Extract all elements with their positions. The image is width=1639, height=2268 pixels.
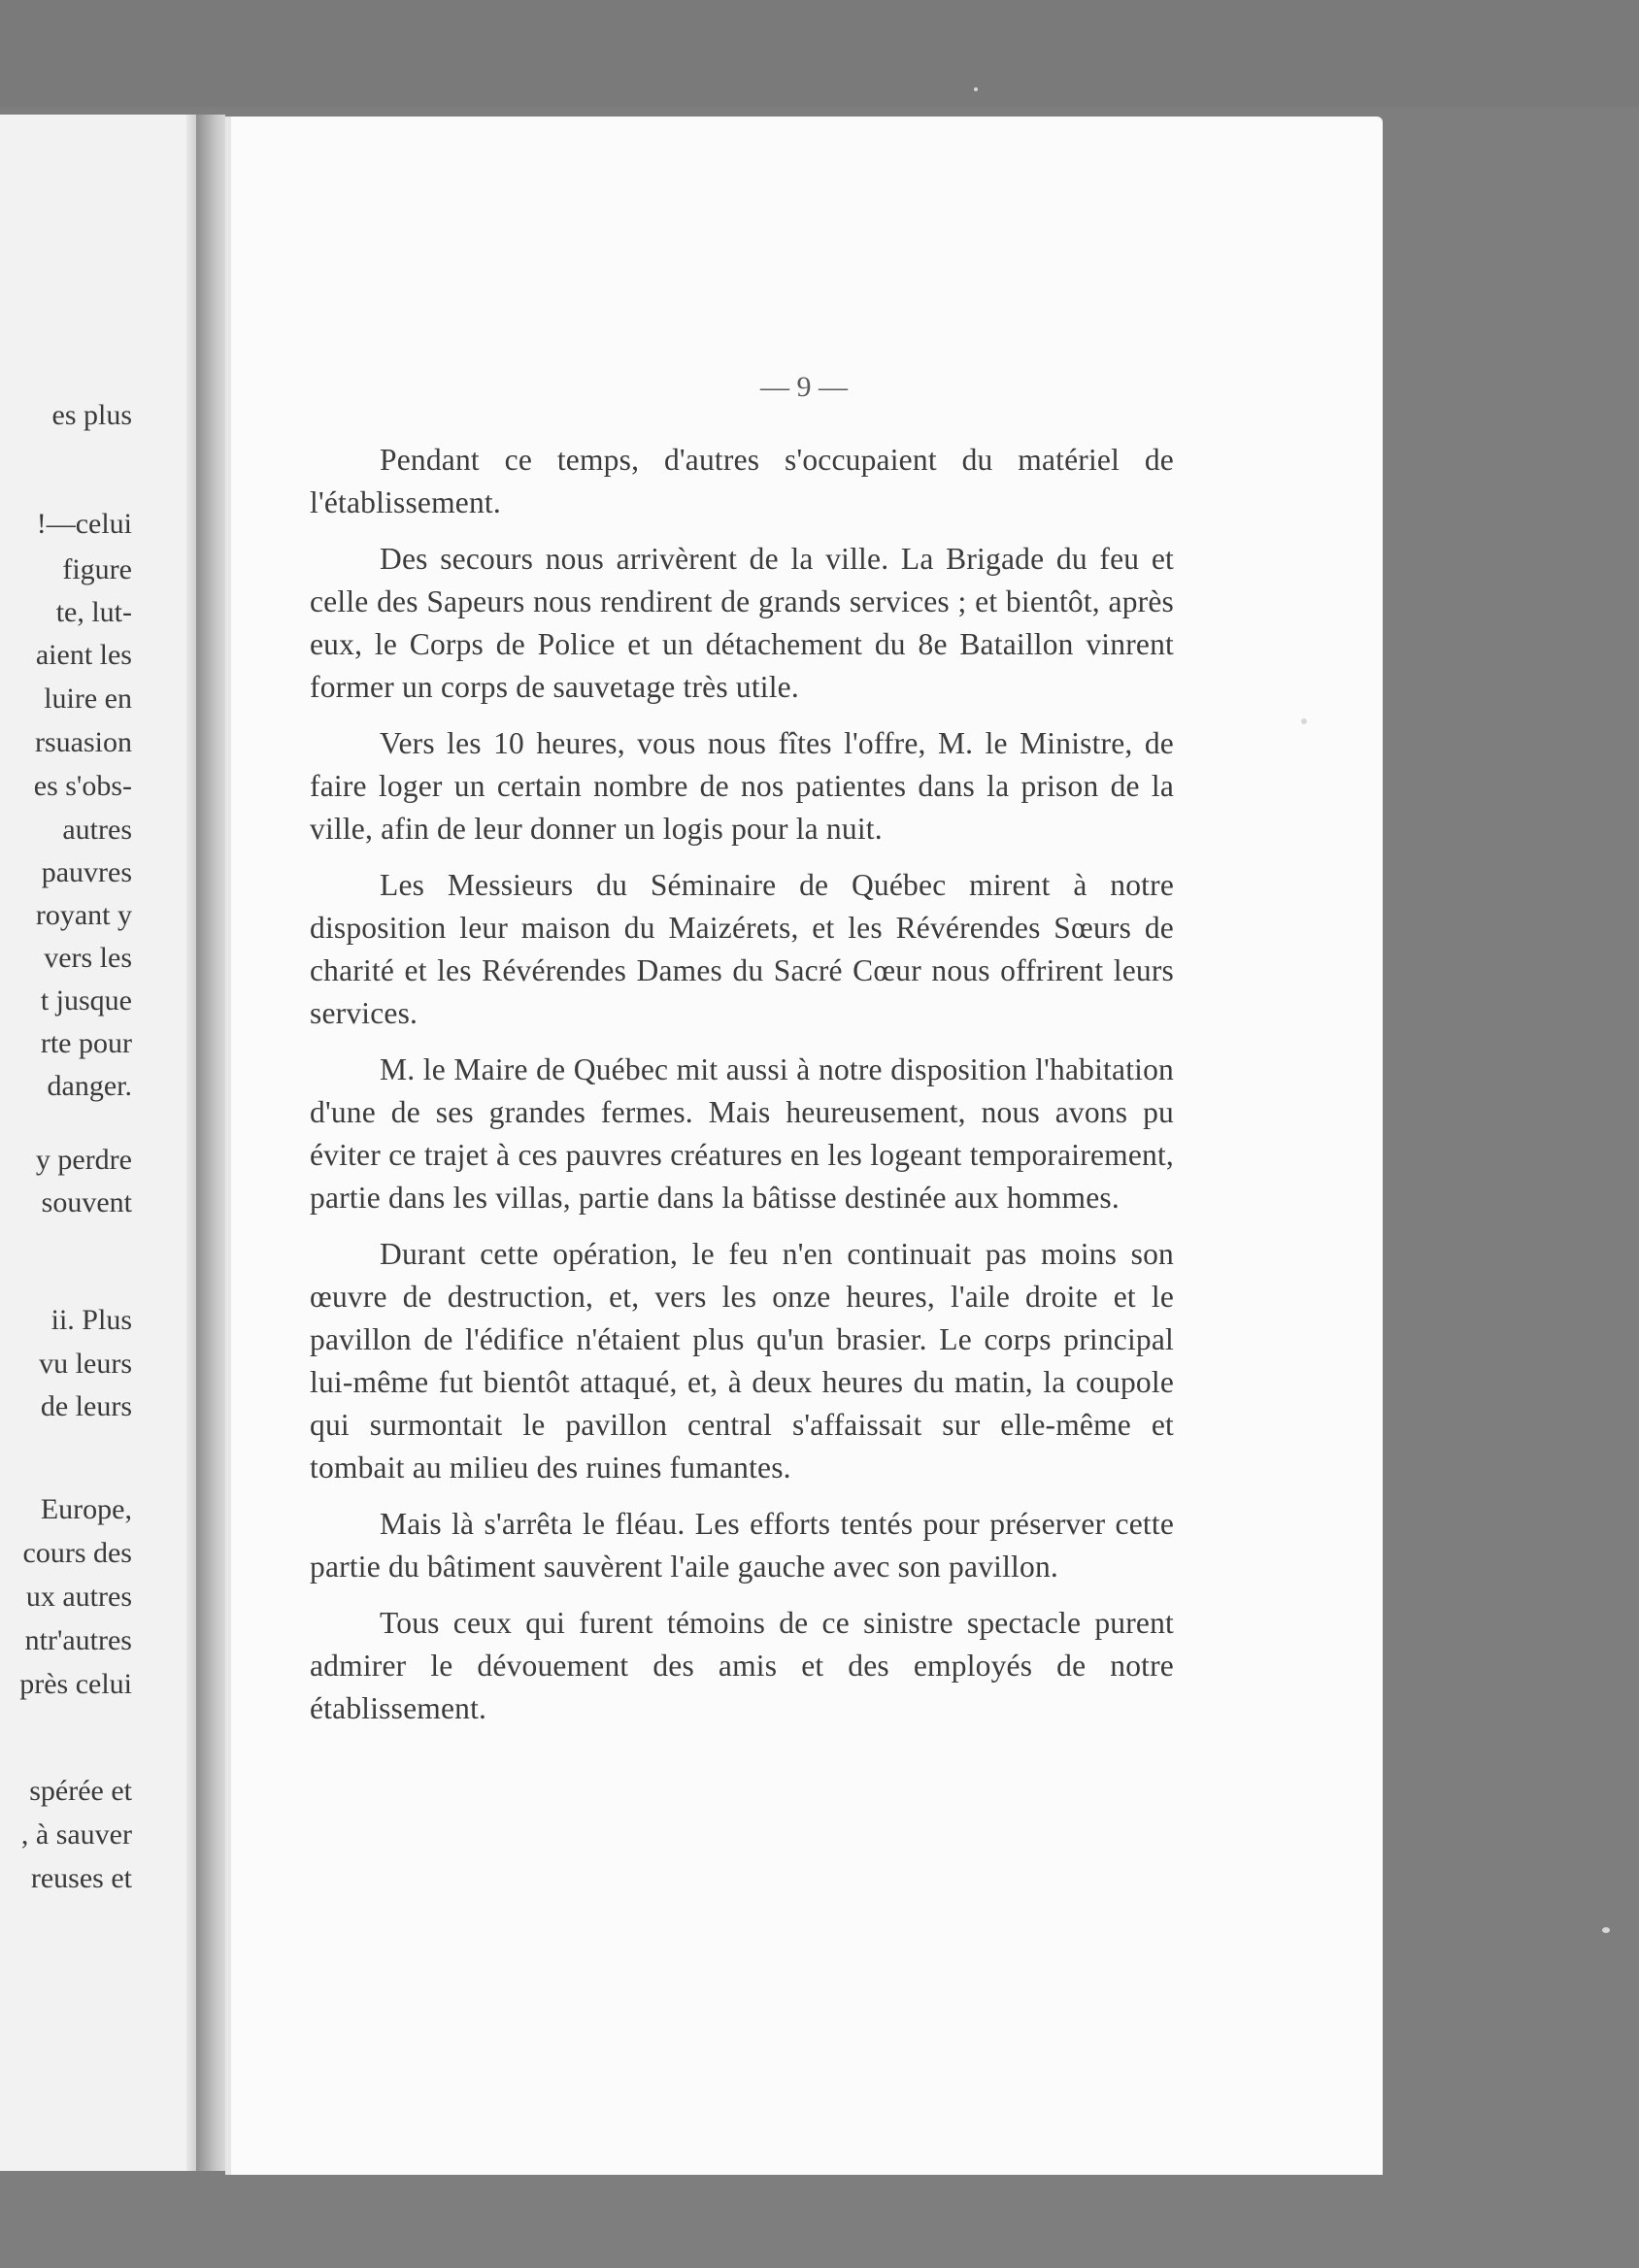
left-page-line: ntr'autres — [24, 1624, 132, 1656]
left-page-line: cours des — [22, 1537, 132, 1569]
paragraph: M. le Maire de Québec mit aussi à notre disposition l'habitation d'une de ses grandes fermes. Mais heureusement, nous avons pu éviter ce trajet à ces pauvres créatures en les logeant temporairement, partie dans les villas, partie dans la bâtisse destinée aux hommes. — [310, 1052, 1174, 1215]
left-page-line: es plus — [51, 399, 132, 431]
scan-speck — [1301, 718, 1307, 724]
right-page — [225, 117, 1383, 2175]
left-page — [0, 115, 196, 2171]
left-page-line: t jusque — [40, 984, 132, 1017]
left-page-line: danger. — [47, 1070, 132, 1102]
left-page-line: près celui — [19, 1668, 132, 1700]
left-page-line: rsuasion — [35, 726, 132, 758]
left-page-line: de leurs — [40, 1390, 132, 1422]
left-page-line: pauvres — [41, 856, 132, 888]
right-page-edge — [225, 117, 231, 2175]
left-page-line: rte pour — [40, 1027, 132, 1059]
left-page-line: vu leurs — [39, 1348, 132, 1380]
left-page-line: reuses et — [30, 1862, 132, 1894]
paragraph: Durant cette opération, le feu n'en continuait pas moins son œuvre de destruction, et, vers les onze heures, l'aile droite et le pavillon de l'édifice n'étaient plus qu'un brasier. Le corps principal lui-même fut bientôt attaqué, et, à deux heures du matin, la coupole qui surmontait le pavillon central s'affaissait sur elle-même et tombait au milieu des ruines fumantes. — [310, 1237, 1174, 1484]
left-page-line: souvent — [41, 1186, 132, 1218]
left-page-line: te, lut- — [55, 596, 132, 628]
left-page-line: autres — [62, 814, 132, 846]
left-page-line: figure — [62, 553, 132, 585]
left-page-line: luire en — [44, 683, 132, 715]
left-page-line: !—celui — [36, 508, 132, 540]
paragraph: Pendant ce temps, d'autres s'occupaient du matériel de l'établissement. — [310, 443, 1174, 519]
left-page-line: y perdre — [35, 1144, 132, 1176]
paragraph: Les Messieurs du Séminaire de Québec mirent à notre disposition leur maison du Maizérets, et les Révérendes Sœurs de charité et les Révérendes Dames du Sacré Cœur nous offrirent leurs services. — [310, 868, 1174, 1030]
left-page-line: aient les — [35, 639, 132, 671]
left-page-line: , à sauver — [20, 1818, 132, 1851]
left-page-line: ux autres — [25, 1581, 132, 1613]
scan-speck — [1602, 1927, 1610, 1933]
paragraph: Des secours nous arrivèrent de la ville. La Brigade du feu et celle des Sapeurs nous rendirent de grands services ; et bientôt, après eux, le Corps de Police et un détachement du 8e Bataillon vinrent former un corps de sauvetage très utile. — [310, 542, 1174, 704]
left-page-line: spérée et — [29, 1775, 132, 1807]
book-gutter — [196, 115, 225, 2171]
page-body — [310, 439, 1174, 1744]
left-page-line: vers les — [44, 942, 132, 974]
left-page-line: royant y — [35, 899, 132, 931]
left-page-line: es s'obs- — [33, 770, 132, 802]
paragraph: Mais là s'arrêta le fléau. Les efforts tentés pour préserver cette partie du bâtiment sauvèrent l'aile gauche avec son pavillon. — [310, 1507, 1174, 1584]
scan-speck — [974, 87, 978, 91]
paragraph: Vers les 10 heures, vous nous fîtes l'offre, M. le Ministre, de faire loger un certain nombre de nos patientes dans la prison de la ville, afin de leur donner un logis pour la nuit. — [310, 726, 1174, 846]
paragraph: Tous ceux qui furent témoins de ce sinistre spectacle purent admirer le dévouement des amis et des employés de notre établissement. — [310, 1606, 1174, 1725]
page-number: — 9 — — [760, 371, 848, 403]
scanner-background — [0, 0, 1639, 107]
left-page-edge — [186, 115, 196, 2171]
left-page-line: Europe, — [40, 1493, 132, 1525]
left-page-line: ii. Plus — [50, 1304, 132, 1336]
